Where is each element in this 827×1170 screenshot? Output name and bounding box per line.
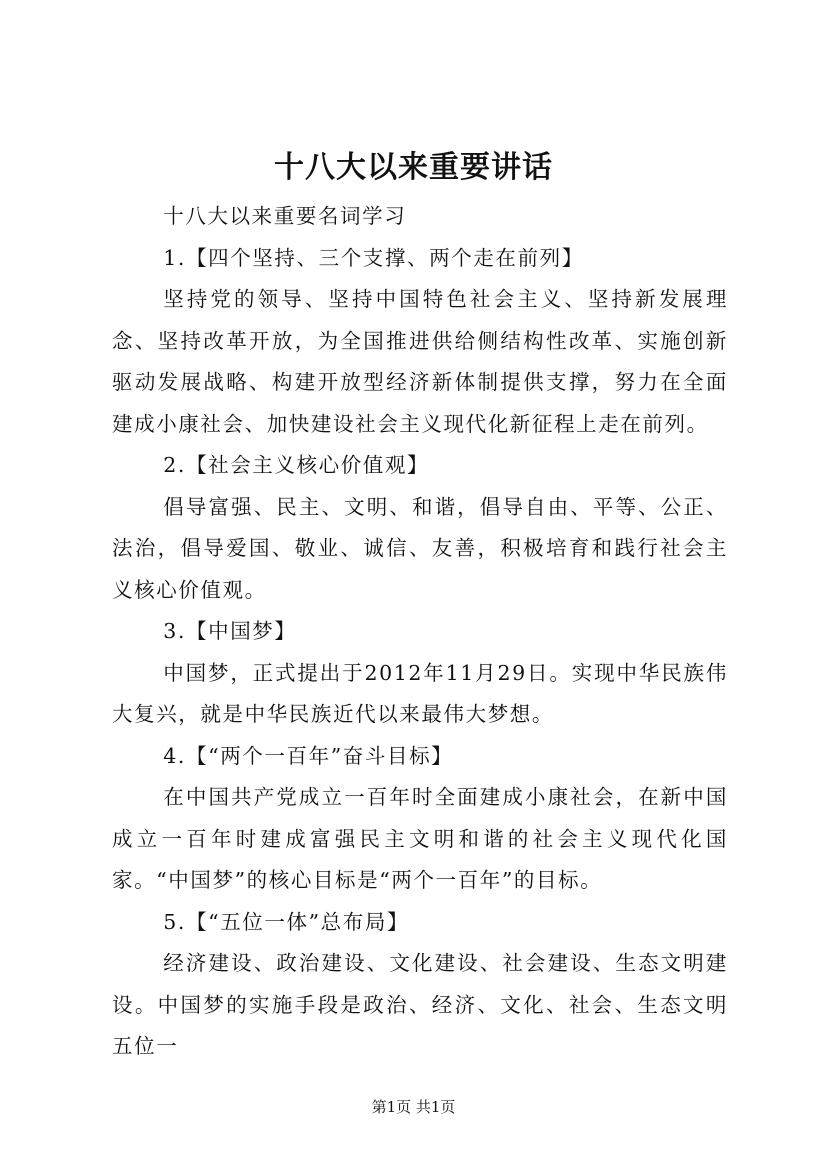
section-heading-4: 4.【“两个一百年”奋斗目标】 xyxy=(163,743,454,768)
subtitle-paragraph: 十八大以来重要名词学习 xyxy=(163,204,407,228)
document-title: 十八大以来重要讲话 xyxy=(274,150,553,185)
body-paragraph-3: 中国梦，正式提出于2012年11月29日。实现中华民族伟大复兴，就是中华民族近代以来最伟大梦想。 xyxy=(112,660,728,726)
section-heading-2: 2.【社会主义核心价值观】 xyxy=(163,453,430,477)
body-paragraph-5: 经济建设、政治建设、文化建设、社会建设、生态文明建设。中国梦的实施手段是政治、经济、文化、社会、生态文明五位一 xyxy=(112,951,728,1058)
document-body xyxy=(112,196,728,1068)
body-paragraph-1: 坚持党的领导、坚持中国特色社会主义、坚持新发展理念、坚持改革开放，为全国推进供给侧结构性改革、实施创新驱动发展战略、构建开放型经济新体制提供支撑，努力在全面建成小康社会、加快建设社会主义现代化新征程上走在前列。 xyxy=(112,287,728,436)
section-heading-3: 3.【中国梦】 xyxy=(163,619,297,643)
body-paragraph-4: 在中国共产党成立一百年时全面建成小康社会，在新中国成立一百年时建成富强民主文明和谐的社会主义现代化国家。“中国梦”的核心目标是“两个一百年”的目标。 xyxy=(112,785,728,892)
section-heading-5: 5.【“五位一体”总布局】 xyxy=(163,909,410,934)
body-paragraph-2: 倡导富强、民主、文明、和谐，倡导自由、平等、公正、法治，倡导爱国、敬业、诚信、友善，积极培育和践行社会主义核心价值观。 xyxy=(112,494,728,602)
section-heading-1: 1.【四个坚持、三个支撑、两个走在前列】 xyxy=(163,245,584,270)
page-footer: 第1页 共1页 xyxy=(371,1098,456,1116)
